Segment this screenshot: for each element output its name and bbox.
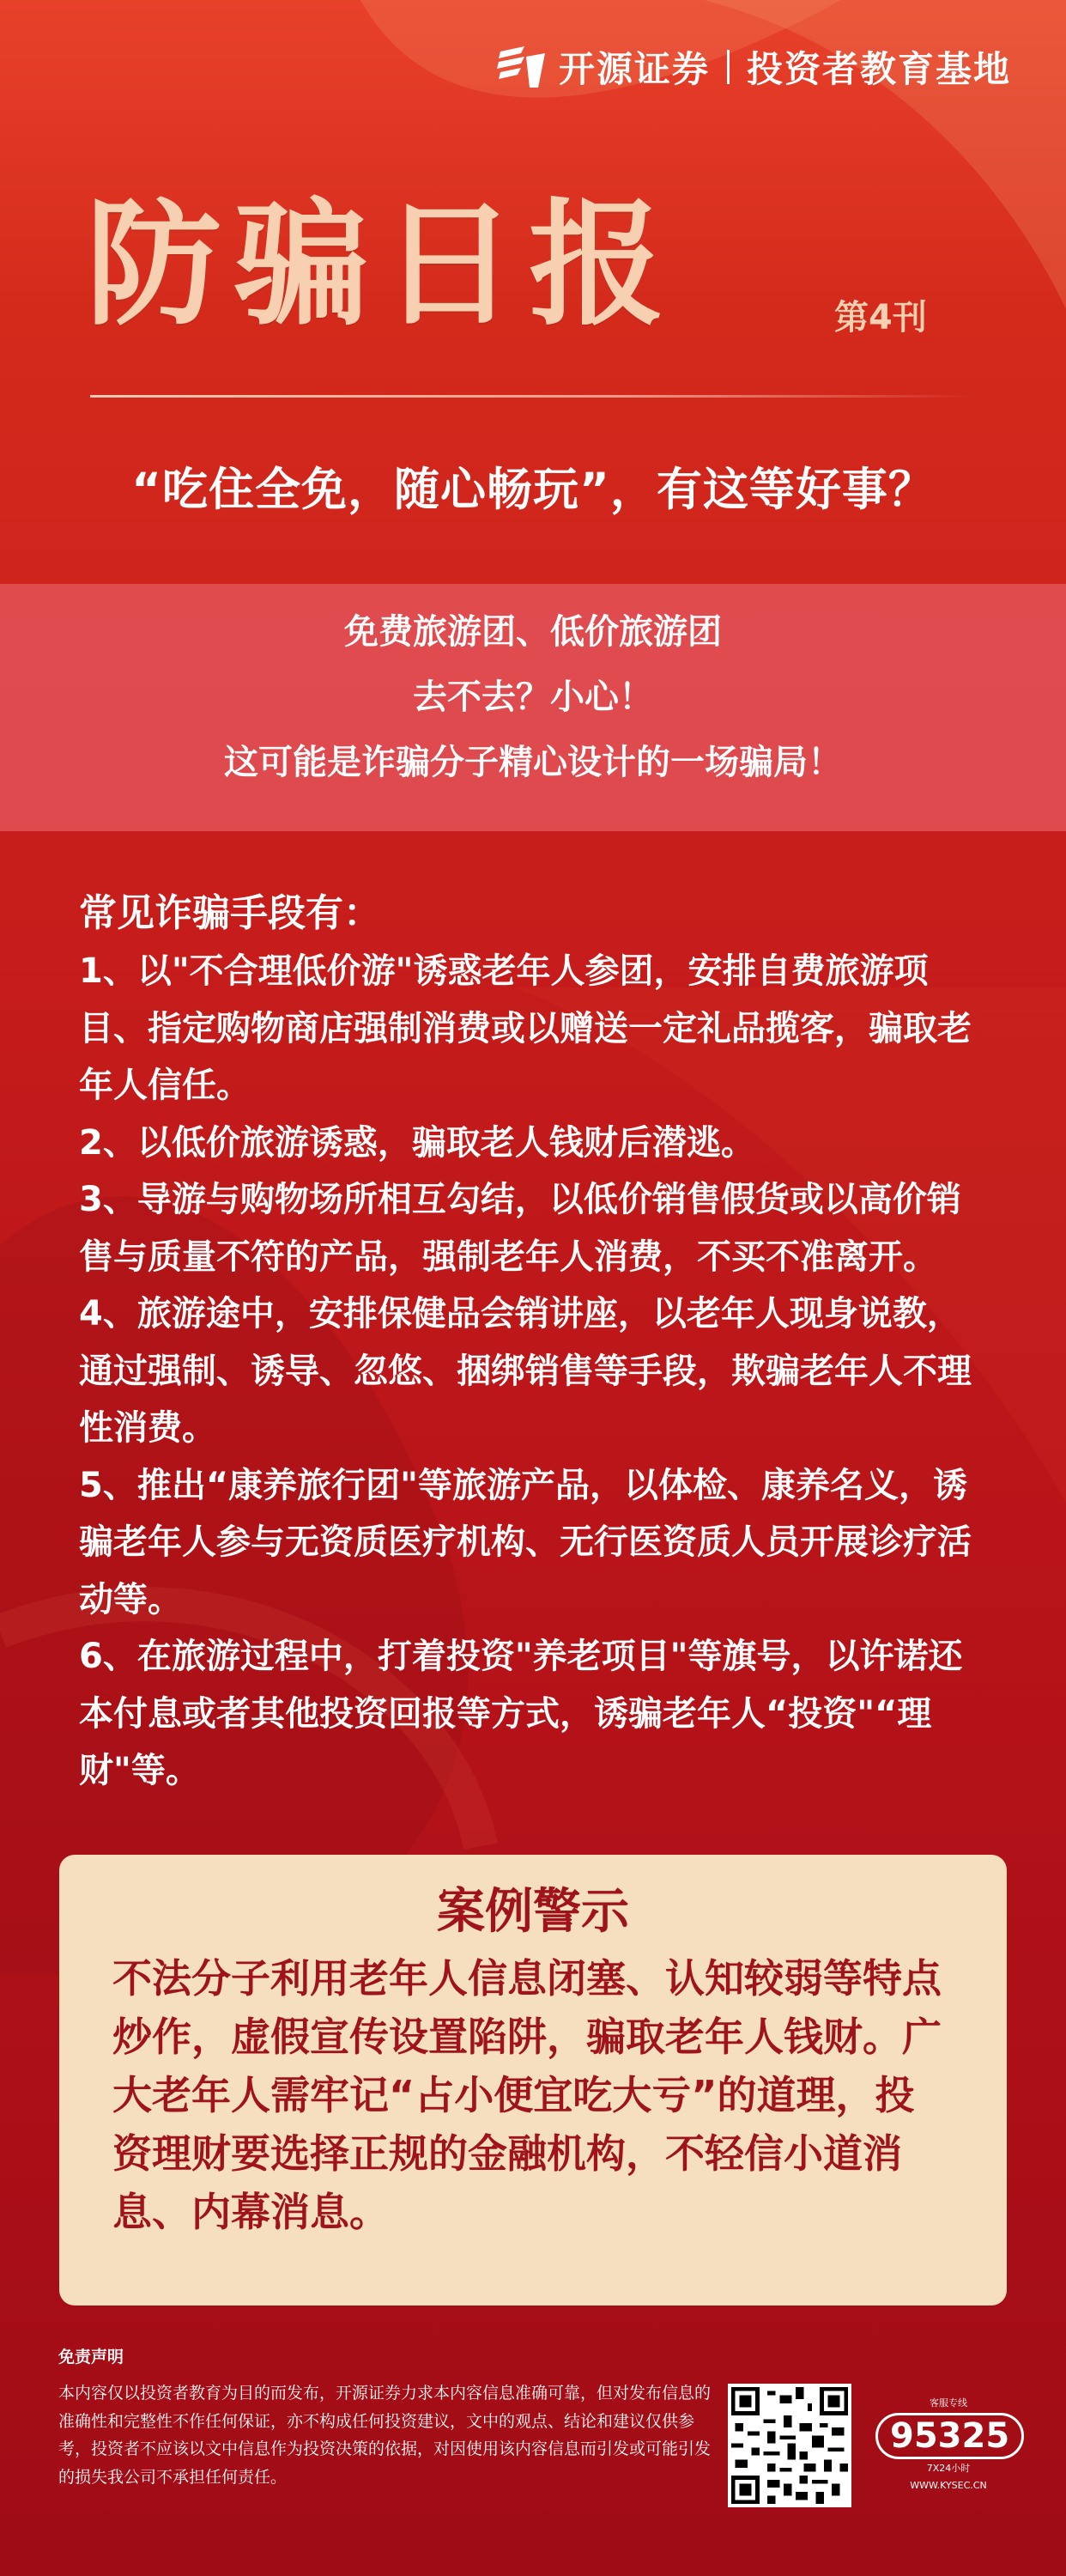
method-item: 3、导游与购物场所相互勾结，以低价销售假货或以高价销售与质量不符的产品，强制老年人消费，不买不准离开。 <box>79 1180 961 1277</box>
title-divider <box>90 395 974 398</box>
disclaimer <box>58 2344 719 2491</box>
method-item: 2、以低价旅游诱惑，骗取老人钱财后潜逃。 <box>79 1122 755 1163</box>
intro-line: 这可能是诈骗分子精心设计的一场骗局！ <box>224 743 842 782</box>
kaiyuan-logo-icon <box>495 45 547 89</box>
qr-code <box>728 2384 851 2507</box>
hotline-badge <box>875 2396 1021 2491</box>
disclaimer-title: 免责声明 <box>58 2348 124 2366</box>
qr-code-icon <box>731 2387 848 2504</box>
website-url: WWW.KYSEC.CN <box>910 2480 987 2491</box>
brand-section: 投资者教育基地 <box>746 48 1011 90</box>
hotline-caption: 客服专线 <box>930 2397 967 2409</box>
fraud-methods-section <box>79 884 989 1800</box>
method-item: 4、旅游途中，安排保健品会销讲座，以老年人现身说教，通过强制、诱导、忽悠、捆绑销售等手段，欺骗老年人不理性消费。 <box>79 1294 972 1448</box>
brand-name: 开源证券 <box>558 48 710 90</box>
brand-divider <box>727 50 730 84</box>
brand-header <box>495 41 1011 93</box>
method-item: 5、推出“康养旅行团"等旅游产品，以体检、康养名义，诱骗老年人参与无资质医疗机构、无行医资质人员开展诊疗活动等。 <box>79 1465 972 1619</box>
headline: “吃住全免，随心畅玩”，有这等好事？ <box>131 464 935 516</box>
intro-line: 免费旅游团、低价旅游团 <box>344 612 722 652</box>
disclaimer-body: 本内容仅以投资者教育为目的而发布，开源证券力求本内容信息准确可靠，但对发布信息的准确性和完整性不作任何保证，亦不构成任何投资建议，文中的观点、结论和建议仅供参考，投资者不应该以文中信息作为投资决策的依据，对因使用该内容信息而引发或可能引发的损失我公司不承担任何责任。 <box>58 2384 712 2487</box>
hotline-number: 95325 <box>875 2413 1024 2459</box>
case-warning-box <box>59 1855 1007 2306</box>
method-item: 6、在旅游过程中，打着投资"养老项目"等旗号，以许诺还本付息或者其他投资回报等方式，诱骗老年人“投资"“理财"等。 <box>79 1637 963 1790</box>
case-title: 案例警示 <box>437 1884 629 1940</box>
method-item: 1、以"不合理低价游"诱惑老年人参团，安排自费旅游项目、指定购物商店强制消费或以赠送一定礼品揽客，骗取老年人信任。 <box>79 951 972 1105</box>
case-body: 不法分子利用老年人信息闭塞、认知较弱等特点炒作，虚假宣传设置陷阱，骗取老年人钱财。广大老年人需牢记“占小便宜吃大亏”的道理，投资理财要选择正规的金融机构，不轻信小道消息、内幕消息。 <box>112 1955 942 2235</box>
intro-band <box>0 584 1066 831</box>
page-title: 防骗日报 <box>86 186 676 344</box>
methods-heading: 常见诈骗手段有： <box>79 891 381 935</box>
intro-line: 去不去？小心！ <box>413 677 653 717</box>
issue-number: 第4刊 <box>834 298 927 337</box>
hotline-hours: 7X24小时 <box>926 2463 971 2474</box>
